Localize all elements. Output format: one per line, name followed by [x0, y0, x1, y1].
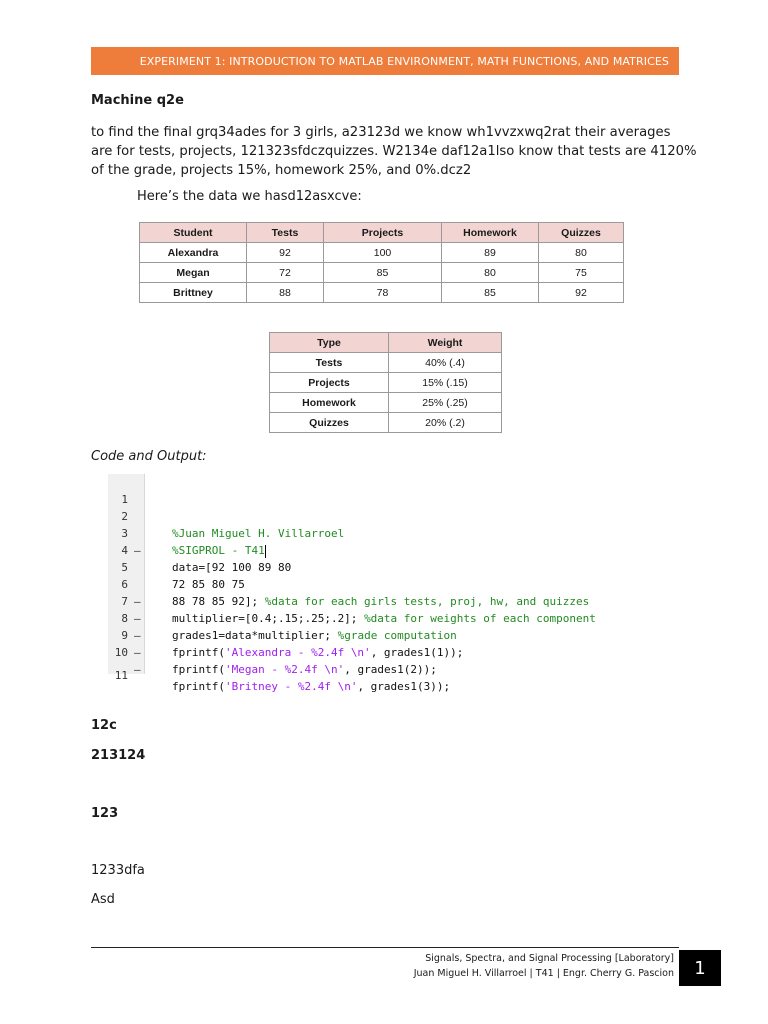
code-output-label: Code and Output:: [91, 449, 207, 464]
line-marker: –: [134, 595, 141, 608]
page-number: 1: [679, 950, 721, 986]
table-cell: 15% (.15): [389, 373, 502, 393]
table-cell: 80: [539, 243, 624, 263]
code-line: [108, 474, 345, 540]
code-text: [172, 678, 450, 695]
data-intro-text: Here’s the data we hasd12asxcve:: [137, 189, 362, 204]
table-row: [140, 243, 624, 263]
code-comment: %data for each girls tests, proj, hw, and quizzes: [264, 595, 590, 608]
code-source: fprintf(: [172, 663, 225, 676]
column-header: Student: [140, 223, 247, 243]
code-source: multiplier=[0.4;.15;.25;.2];: [172, 612, 365, 625]
line-number: 4: [121, 544, 128, 557]
table-cell: 92: [247, 243, 324, 263]
code-source: fprintf(: [172, 646, 225, 659]
footer-text: [414, 951, 674, 981]
text-cursor: [265, 545, 266, 558]
code-string: 'Alexandra - %2.4f \n': [224, 646, 371, 659]
table-row: [140, 263, 624, 283]
line-marker: –: [134, 663, 141, 676]
table-cell: 20% (.2): [389, 413, 502, 433]
code-text: [172, 576, 245, 593]
code-source: data=[92 100 89 80: [172, 561, 292, 574]
code-line: [108, 650, 135, 682]
code-source: , grades1(2));: [344, 663, 437, 676]
line-number: 10: [114, 646, 128, 659]
weights-table: [269, 332, 502, 433]
table-cell: 88: [247, 283, 324, 303]
table-cell: 25% (.25): [389, 393, 502, 413]
paragraph-line: are for tests, projects, 121323sfdczquizzes. W2134e daf12a1lso know that tests are 4120%: [91, 144, 697, 159]
footer-author: Juan Miguel H. Villarroel | T41 | Engr. Cherry G. Pascion: [413, 968, 674, 979]
paragraph-line: to find the final grq34ades for 3 girls, a23123d we know wh1vvzxwq2rat their averages: [91, 125, 671, 140]
table-cell: 80: [442, 263, 539, 283]
code-comment: %SIGPROL - T41: [172, 544, 265, 557]
column-header: Tests: [247, 223, 324, 243]
code-text: [172, 661, 437, 678]
student-scores-table: [139, 222, 624, 303]
code-source: 72 85 80 75: [172, 578, 245, 591]
table-cell: Megan: [140, 263, 247, 283]
line-number: 1: [121, 493, 128, 506]
code-source: grades1=data*multiplier;: [172, 629, 338, 642]
column-header: Projects: [324, 223, 442, 243]
misc-text-123: 123: [91, 806, 119, 821]
footer-course: Signals, Spectra, and Signal Processing [Laboratory]: [425, 953, 674, 964]
code-comment: %grade computation: [337, 629, 457, 642]
table-row: [270, 393, 502, 413]
code-text: [172, 559, 291, 576]
matlab-code-block: [108, 474, 668, 693]
table-cell: 40% (.4): [389, 353, 502, 373]
table-cell: 72: [247, 263, 324, 283]
table-row: [270, 413, 502, 433]
table-cell: 89: [442, 243, 539, 263]
table-cell: 75: [539, 263, 624, 283]
table-cell: 85: [324, 263, 442, 283]
code-source: , grades1(1));: [370, 646, 464, 659]
line-number: 9: [121, 629, 128, 642]
table-cell: Homework: [270, 393, 389, 413]
line-marker: –: [134, 544, 141, 557]
misc-text-213124: 213124: [91, 748, 146, 763]
line-number: 3: [121, 527, 128, 540]
line-marker: –: [134, 629, 141, 642]
table-cell: 100: [324, 243, 442, 263]
code-text: [172, 542, 266, 559]
code-string: 'Megan - %2.4f \n': [224, 663, 345, 676]
line-marker: –: [134, 646, 141, 659]
code-text: [172, 610, 596, 627]
column-header: Type: [270, 333, 389, 353]
table-cell: Tests: [270, 353, 389, 373]
line-number: 8: [121, 612, 128, 625]
misc-text-12c: 12c: [91, 718, 117, 733]
table-cell: Alexandra: [140, 243, 247, 263]
code-comment: %data for weights of each component: [364, 612, 596, 625]
table-row: [270, 353, 502, 373]
table-row: [270, 373, 502, 393]
code-text: [172, 644, 463, 661]
code-source: 88 78 85 92];: [172, 595, 265, 608]
column-header: Quizzes: [539, 223, 624, 243]
code-string: 'Britney - %2.4f \n': [224, 680, 358, 693]
experiment-title: EXPERIMENT 1: INTRODUCTION TO MATLAB ENVIRONMENT, MATH FUNCTIONS, AND MATRICES: [139, 54, 669, 68]
table-cell: 78: [324, 283, 442, 303]
table-cell: Projects: [270, 373, 389, 393]
document-header-band: [91, 47, 679, 75]
code-comment: %Juan Miguel H. Villarroel: [172, 527, 345, 540]
section-heading: Machine q2e: [91, 93, 184, 108]
line-number: 5: [121, 561, 128, 574]
column-header: Homework: [442, 223, 539, 243]
code-source: , grades1(3));: [357, 680, 451, 693]
code-source: fprintf(: [172, 680, 225, 693]
misc-text-1233dfa: 1233dfa: [91, 863, 145, 878]
table-header-row: [270, 333, 502, 353]
table-cell: 92: [539, 283, 624, 303]
table-row: [140, 283, 624, 303]
line-number: 6: [121, 578, 128, 591]
misc-text-asd: Asd: [91, 892, 115, 907]
table-cell: Quizzes: [270, 413, 389, 433]
code-text: [172, 593, 589, 610]
column-header: Weight: [389, 333, 502, 353]
intro-paragraph: [91, 123, 697, 180]
code-text: [172, 627, 457, 644]
table-header-row: [140, 223, 624, 243]
line-number: 11: [114, 669, 128, 682]
table-cell: 85: [442, 283, 539, 303]
code-text: [172, 525, 344, 542]
line-number: 7: [121, 595, 128, 608]
footer-divider: [91, 947, 679, 948]
paragraph-line: of the grade, projects 15%, homework 25%, and 0%.dcz2: [91, 163, 472, 178]
table-cell: Brittney: [140, 283, 247, 303]
line-number: 2: [121, 510, 128, 523]
line-marker: –: [134, 612, 141, 625]
